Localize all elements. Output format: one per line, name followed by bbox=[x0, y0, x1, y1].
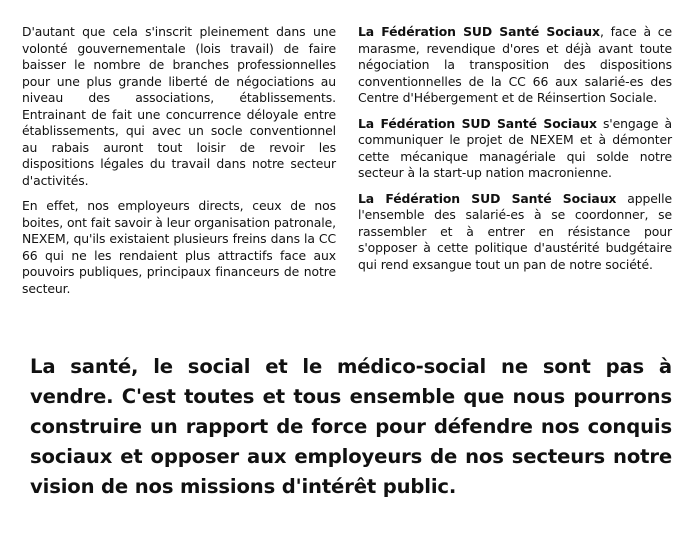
right-paragraph-1 bbox=[358, 24, 672, 107]
left-column bbox=[22, 24, 336, 306]
right-paragraph-3-text: appelle l'ensemble des salarié-es à se coordonner, se rassembler et à entrer en résistance pour s'opposer à cette politique d'austérité budgétaire qui rend exsangue tout un pan de notre société. bbox=[358, 190, 672, 272]
right-column bbox=[358, 24, 672, 282]
left-paragraph-2: En effet, nos employeurs directs, ceux de nos boites, ont fait savoir à leur organisation patronale, NEXEM, qu'ils existaient plusieurs freins dans la CC 66 qui ne les rendaient plus attractifs face aux pouvoirs publiques, principaux financeurs de notre secteur. bbox=[22, 198, 336, 296]
right-paragraph-1-text: , face à ce marasme, revendique d'ores et déjà avant toute négociation la transposition des dispositions conventionnelles de la CC 66 aux salarié-es des Centre d'Hébergement et de Réinsertion Sociale. bbox=[358, 24, 673, 105]
left-paragraph-1: D'autant que cela s'inscrit pleinement dans une volonté gouvernementale (lois travail) de faire baisser le nombre de branches professionnelles pour une plus grande liberté de négociations au niveau des associations, établissements. Entrainant de fait une concurrence déloyale entre établissements, qui avec un socle conventionnel au rabais auront tout loisir de revoir les dispositions légales du travail dans notre secteur d'activités. bbox=[22, 24, 336, 188]
right-paragraph-3 bbox=[358, 191, 672, 274]
federation-name: La Fédération SUD Santé Sociaux bbox=[358, 24, 600, 39]
closing-callout: La santé, le social et le médico-social ne sont pas à vendre. C'est toutes et tous ensemble que nous pourrons construire un rapport de force pour défendre nos conquis sociaux et opposer aux employeurs de nos secteurs notre vision de nos missions d'intérêt public. bbox=[30, 355, 672, 498]
right-paragraph-2-text: s'engage à communiquer le projet de NEXEM et à démonter cette mécanique managériale qui solde notre secteur à la start-up nation macronienne. bbox=[358, 115, 672, 180]
federation-name: La Fédération SUD Santé Sociaux bbox=[358, 115, 597, 131]
federation-name: La Fédération SUD Santé Sociaux bbox=[358, 190, 617, 206]
right-paragraph-2 bbox=[358, 116, 672, 182]
